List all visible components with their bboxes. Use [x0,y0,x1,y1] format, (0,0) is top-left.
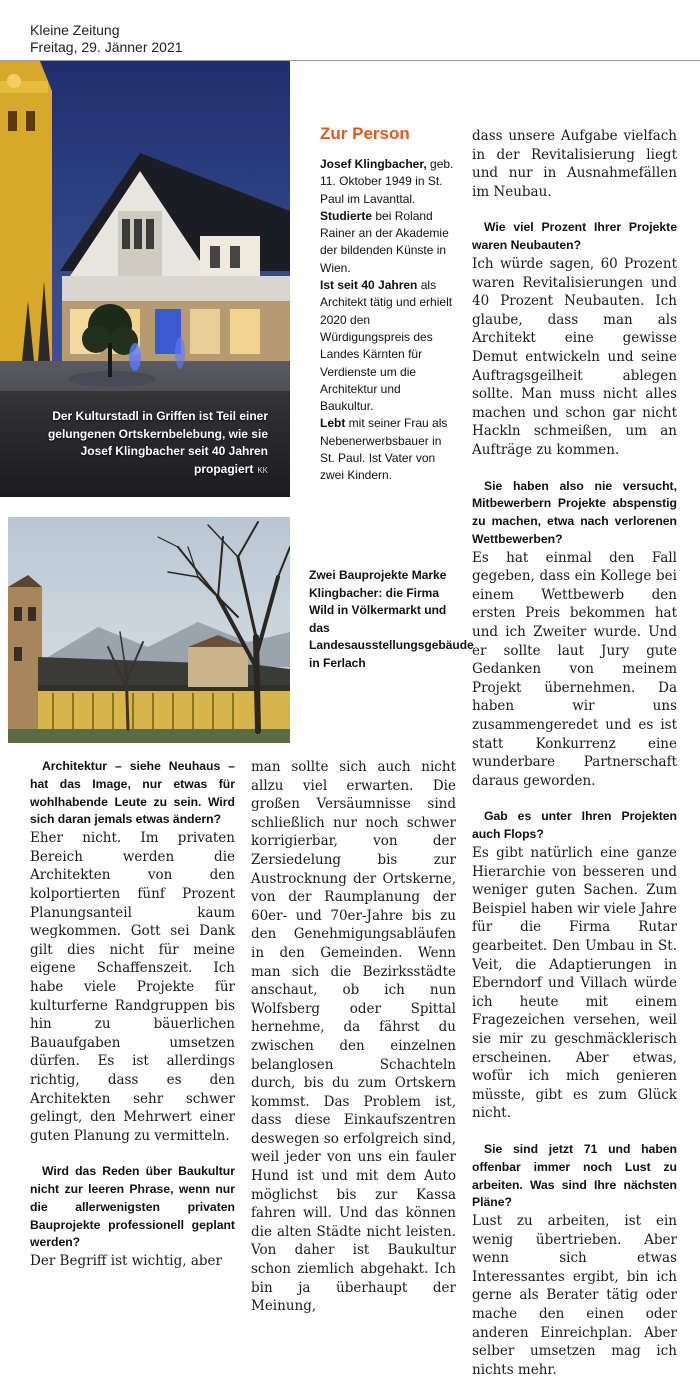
bio-career [320,277,456,415]
bio-box [320,124,456,485]
bio-life-text: mit seiner Frau als Nebenerwerbsbauer in St. Paul. Ist Vater von zwei Kindern. [320,416,448,483]
bio-studied-label: Studierte [320,208,373,223]
article-column-2 [251,758,456,1316]
question-1: Architektur – siehe Neuhaus – hat das Image, nur etwas für wohlhabende Leute zu sein. Wird sich daran jemals etwas ändern? [30,759,235,827]
article-column-3 [472,127,677,1379]
bio-studied [320,208,456,277]
bio-born-text: geb. 11. Oktober 1949 in St. Paul im Lavanttal. [320,157,454,206]
bio-born [320,156,456,208]
bio-life [320,415,456,484]
answer-5: Es gibt natürlich eine ganze Hierarchie von besseren und weniger guten Sachen. Zum Beispiel haben wir viele Jahre für die Firma Rutar gearbeitet. Den Umbau in St. Veit, die Adaptierungen in Eberndorf und Villach würde ich heute mit einem Fragezeichen versehen, weil sie mir zu geschmäcklerisch erscheinen. Aber etwas, wofür ich mich genieren müsste, gibt es zum Glück nicht. [472,845,677,1122]
answer-6: Lust zu arbeiten, ist ein wenig übertrieben. Aber wenn sich etwas Interessantes ergibt, bin ich gerne als Berater tätig oder mache den einen oder anderen Einreichplan. Aber selber umsetzen mag ich nichts mehr. [472,1213,677,1378]
question-6: Sie sind jetzt 71 und haben offenbar immer noch Lust zu arbeiten. Was sind Ihre nächsten Pläne? [472,1141,677,1210]
article-column-1 [30,758,235,1271]
bio-career-text: als Architekt tätig und erhielt 2020 den Würdigungspreis des Landes Kärnten für Verdienste um die Architektur und Baukultur. [320,278,453,414]
photo-kulturstadl-caption [38,408,268,479]
answer-continued: man sollte sich auch nicht allzu viel erwarten. Die großen Versäumnisse sind schließlich nur noch schwer korrigierbar, von der Zersiedelung bis zur Austrocknung der Ortskerne, von der Raumplanung der 60er- und 70er-Jahre bis zu den Genehmigungsabläufen in den Gemeinden. Wenn man sich die Bezirksstädte anschaut, ob ich nun Wolfsberg oder Spittal hernehme, da fährst du zwischen den einzelnen belanglosen Schachteln durch, bis du zum Ortskern kommst. Das Problem ist, dass diese Einkaufszentren deswegen so erfolgreich sind, weil jeder von uns ein fauler Hund ist und mit dem Auto möglichst bis zur Kassa fahren will. Und das können die alten Städte nicht leisten. Von daher ist Baukultur schon ziemlich abgehakt. Ich bin ja überhaupt der Meinung, [251,759,456,1315]
bio-heading: Zur Person [320,124,410,143]
photo-landesausstellung [8,517,290,743]
photo-kulturstadl [0,61,290,497]
photo-landesausstellung-caption: Zwei Bauprojekte Marke Klingbacher: die Firma Wild in Völkermarkt und das Landesausstellungsgebäude in Ferlach [309,568,474,670]
question-2: Wird das Reden über Baukultur nicht zur leeren Phrase, wenn nur die allerwenigsten privaten Bauprojekte professionell geplant werden? [30,1164,235,1250]
bio-career-label: Ist seit 40 Jahren [320,278,418,293]
bio-life-label: Lebt [320,416,346,431]
answer-1: Eher nicht. Im privaten Bereich werden die Architekten von den kolportierten fünf Prozent Planungsanteil kaum wegkommen. Gott sei Dank gilt dies nicht für meine eigene Schaffenszeit. Ich habe viele Projekte für kulturferne Randgruppen bis hin zu bäuerlichen Bauaufgaben umsetzen dürfen. Es ist allerdings richtig, dass es den Architekten sehr schwer gelingt, den Mehrwert einer guten Planung zu vermitteln. [30,830,235,1144]
photo-credit: KK [257,465,268,475]
bio-name: Josef Klingbacher, [320,157,427,171]
paper-name: Kleine Zeitung [30,22,120,38]
caption-text: Der Kulturstadl in Griffen ist Teil einer gelungenen Ortskernbelebung, wie sie Josef Klingbacher seit 40 Jahren propagiert [47,409,268,476]
question-5: Gab es unter Ihren Projekten auch Flops? [472,809,677,842]
answer-0: dass unsere Aufgabe vielfach in der Revitalisierung liegt und nur in Ausnahmefällen im Neubau. [472,128,677,200]
photo-landesausstellung-illustration [8,517,290,743]
issue-date: Freitag, 29. Jänner 2021 [30,39,183,55]
question-4: Sie haben also nie versucht, Mitbewerbern Projekte abspenstig zu machen, etwa nach verlorenen Wettbewerben? [472,478,677,546]
answer-3: Ich würde sagen, 60 Prozent waren Revitalisierungen und 40 Prozent Neubauten. Ich glaube, dass man als Architekt eine gewisse Demut entwickeln und seine Auftragsgeilheit ablegen sollte. Man muss nicht alles machen und schon gar nicht Hackln schmeißen, um an Aufträge zu kommen. [472,255,677,458]
bio-studied-text: bei Roland Rainer an der Akademie der bildenden Künste in Wien. [320,208,449,275]
answer-4: Es hat einmal den Fall gegeben, dass ein Kollege bei einem Wettbewerb den ersten Preis bekommen hat und ich Zweiter wurde. Und er sollte laut Jury gute Gedanken von meinem Projekt übernehmen. Da haben wir uns zusammengeredet und es ist statt Konkurrenz eine wunderbare Partnerschaft daraus geworden. [472,549,677,789]
masthead [30,22,700,62]
answer-2: Der Begriff ist wichtig, aber [30,1253,222,1270]
question-3: Wie viel Prozent Ihrer Projekte waren Neubauten? [472,220,677,253]
